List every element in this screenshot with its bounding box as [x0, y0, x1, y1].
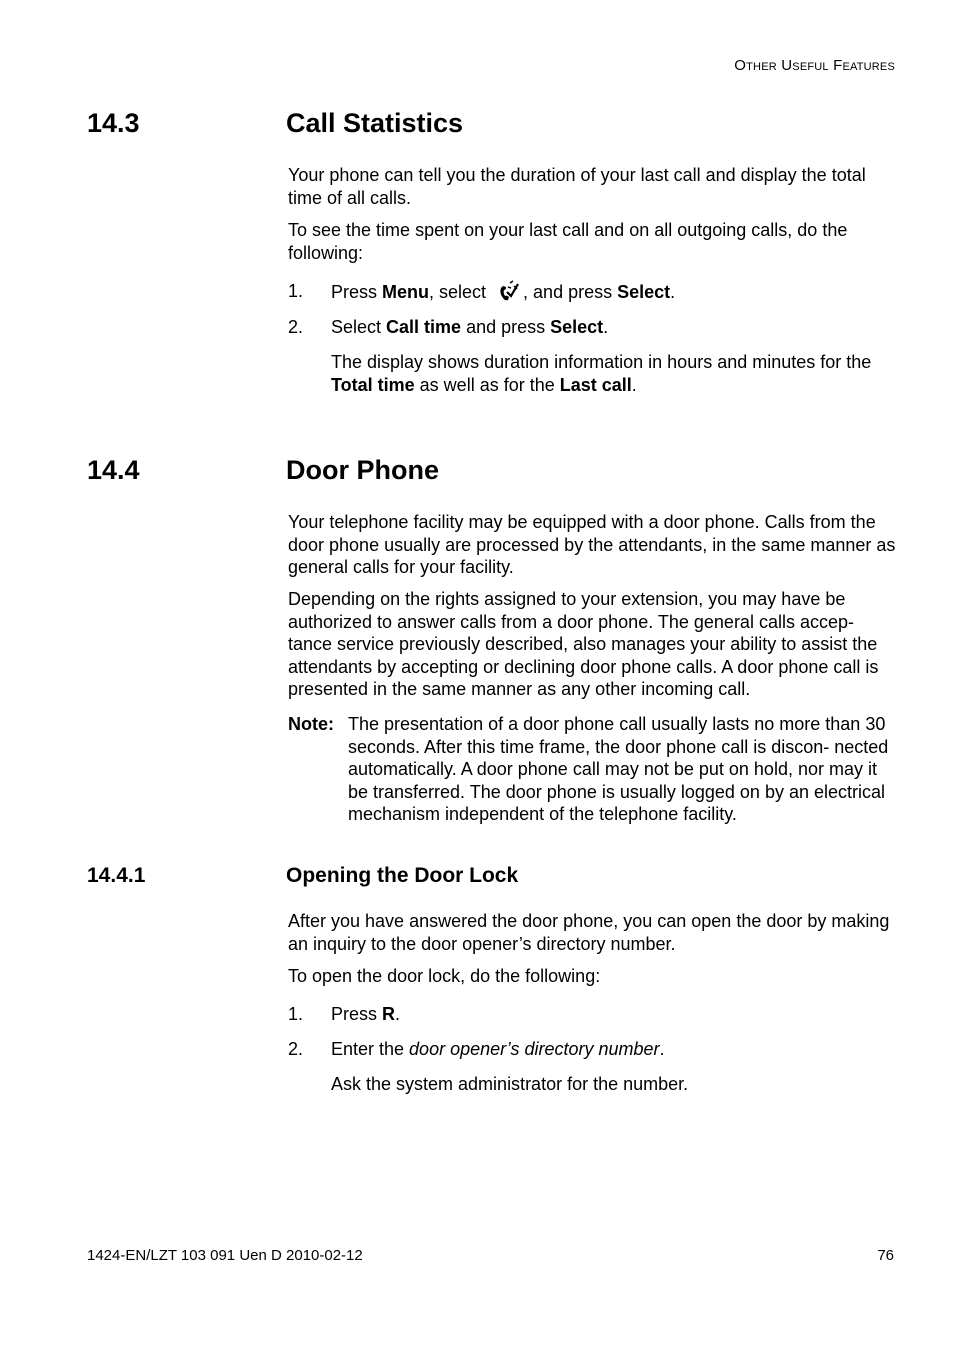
note-text: The presentation of a door phone call usually lasts no more than 30 seconds. After this time frame, the door phone call is discon- nected automatically. A door phone call may not be put on hold, nor may it be transferred. The door phone is usually logged on by an electrical mechanism independent of the telephone facility. — [348, 714, 889, 824]
paragraph: Your phone can tell you the duration of your last call and display the total time of all calls. — [288, 165, 866, 208]
step-number: 2. — [288, 1039, 304, 1059]
subsection-title: Opening the Door Lock — [286, 864, 519, 887]
section-title: Call Statistics — [286, 108, 464, 138]
footer-doc-id: 1424-EN/LZT 103 091 Uen D 2010-02-12 — [87, 1247, 363, 1264]
running-header: Other Useful Features — [734, 57, 895, 74]
paragraph: To see the time spent on your last call and on all outgoing calls, do the following: — [288, 220, 848, 263]
section-number: 14.4 — [87, 455, 140, 485]
section-number: 14.3 — [87, 108, 140, 138]
step-text: Enter the door opener’s directory number. — [331, 1039, 665, 1059]
step-text: Press Menu, select , and press Select. — [331, 282, 676, 302]
step-result: Ask the system administrator for the number. — [331, 1074, 689, 1094]
step-text: Press R. — [331, 1004, 401, 1024]
paragraph: Your telephone facility may be equipped with a door phone. Calls from the door phone usually are processed by the attendants, in the same manner as general calls for your facility. — [288, 512, 896, 577]
step-number: 2. — [288, 317, 304, 337]
step-number: 1. — [288, 1004, 304, 1024]
subsection-number: 14.4.1 — [87, 864, 146, 887]
paragraph: Depending on the rights assigned to your extension, you may have be authorized to answer calls from a door phone. The general calls accep- tance service previously described, also manages your ability to assist the attendants by accepting or declining door phone calls. A door phone call is presented in the same manner as any other incoming call. — [288, 589, 879, 699]
step-number: 1. — [288, 281, 304, 301]
call-statistics-icon — [495, 280, 521, 304]
step-result: The display shows duration information in hours and minutes for the Total time as well as for the Last call. — [331, 352, 872, 395]
paragraph: After you have answered the door phone, you can open the door by making an inquiry to the door opener’s directory number. — [288, 911, 890, 954]
note-label: Note: — [288, 714, 334, 734]
page-number: 76 — [877, 1247, 894, 1264]
section-title: Door Phone — [286, 455, 439, 485]
paragraph: To open the door lock, do the following: — [288, 966, 601, 986]
step-text: Select Call time and press Select. — [331, 317, 609, 337]
